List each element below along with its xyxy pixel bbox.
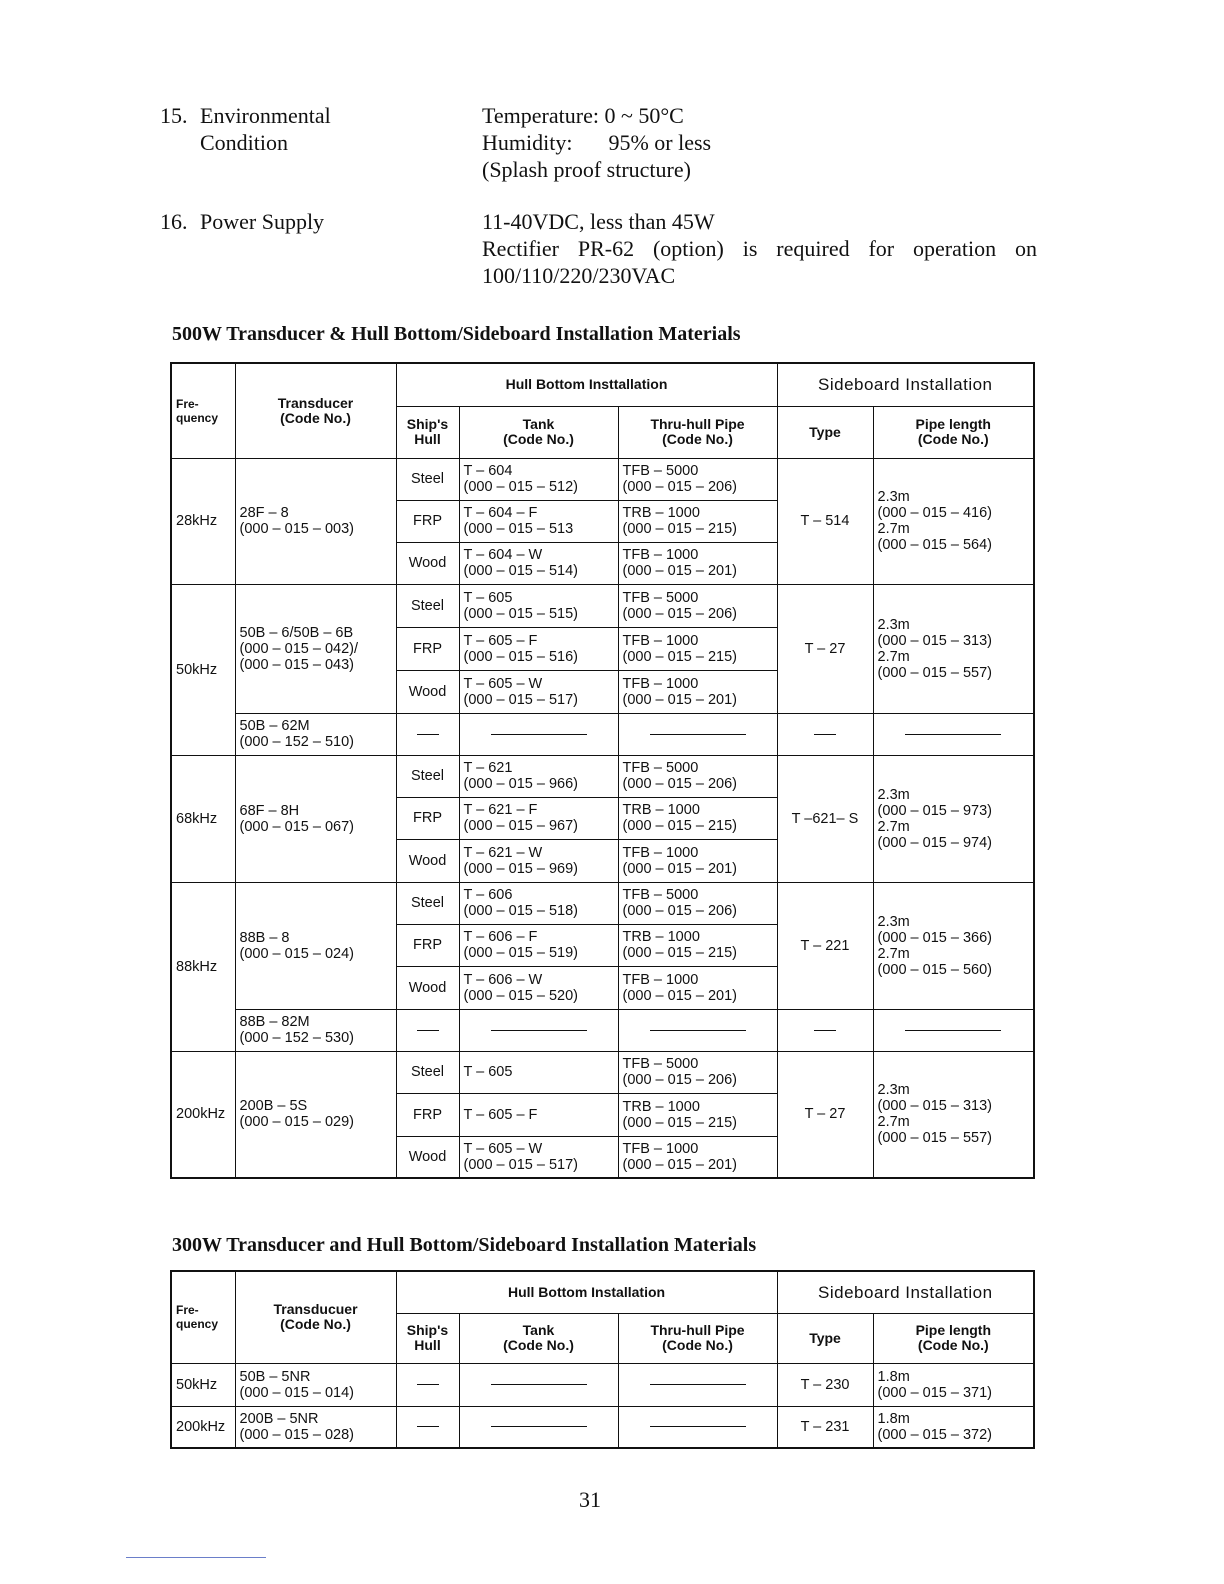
table-500w-caption: 500W Transducer & Hull Bottom/Sideboard Installation Materials — [172, 323, 741, 345]
table-row — [171, 1009, 1034, 1051]
footnote-divider — [126, 1557, 266, 1558]
header-ships-hull-line2: Hull — [414, 431, 441, 447]
transducer-code-alt: (000 – 015 – 043) — [239, 656, 354, 673]
type-cell: T – 27 — [777, 1051, 873, 1178]
tank-cell — [459, 755, 618, 797]
thru-hull-cell — [618, 966, 777, 1009]
empty-cell — [459, 1406, 618, 1448]
empty-cell — [396, 1406, 459, 1448]
header-sideboard: Sideboard Installation — [777, 363, 1034, 406]
hull-cell: Steel — [396, 584, 459, 627]
tank-cell — [459, 839, 618, 882]
header-frequency — [171, 363, 235, 458]
pipe-length-b: 2.7m — [877, 1114, 910, 1131]
thru-hull-cell — [618, 755, 777, 797]
tank-code: (000 – 015 – 520) — [463, 987, 578, 1004]
humidity-label: Humidity: — [482, 130, 573, 155]
tank-cell — [459, 924, 618, 966]
tank-model: T – 605 – F — [463, 1106, 538, 1123]
pipe-length-a-code: (000 – 015 – 973) — [877, 802, 992, 819]
transducer-code: (000 – 015 – 003) — [239, 521, 354, 537]
header-pipe-length-line1: Pipe length — [915, 1322, 992, 1338]
type-cell: T – 230 — [777, 1363, 873, 1406]
header-ships-hull — [396, 406, 459, 458]
pipe-model: TFB – 1000 — [622, 971, 699, 988]
tank-code: (000 – 015 – 969) — [463, 860, 578, 877]
freq-cell: 28kHz — [171, 458, 235, 584]
hull-cell: Steel — [396, 882, 459, 924]
pipe-length-b: 2.7m — [877, 945, 910, 962]
spec-environmental-condition — [160, 102, 1060, 182]
power-line2: Rectifier PR-62 (option) is required for operation on — [482, 236, 1037, 261]
hull-cell: Wood — [396, 542, 459, 584]
tank-code: (000 – 015 – 515) — [463, 605, 578, 622]
pipe-length-cell — [873, 882, 1034, 1009]
tank-code: (000 – 015 – 517) — [463, 691, 578, 708]
pipe-code: (000 – 015 – 206) — [622, 605, 737, 622]
tank-cell — [459, 584, 618, 627]
tank-model: T – 604 – F — [463, 505, 538, 521]
hull-cell: Wood — [396, 839, 459, 882]
pipe-length-b: 2.7m — [877, 818, 910, 835]
header-thru-hull-line2: (Code No.) — [662, 431, 733, 447]
header-thru-hull-pipe — [618, 1313, 777, 1363]
empty-cell — [618, 1009, 777, 1051]
hull-cell: Steel — [396, 1051, 459, 1093]
pipe-length-cell — [873, 458, 1034, 584]
dash-mark — [417, 1426, 439, 1427]
spec-label-line1: Environmental — [200, 103, 331, 128]
transducer-cell — [235, 713, 396, 755]
header-hull-bottom: Hull Bottom Insttallation — [396, 363, 777, 406]
hull-cell: Steel — [396, 458, 459, 500]
pipe-model: TFB – 1000 — [622, 844, 699, 861]
table-row — [171, 713, 1034, 755]
transducer-code: (000 – 015 – 024) — [239, 945, 354, 962]
dash-mark — [417, 734, 439, 735]
table-header-row — [171, 1271, 1034, 1313]
tank-code: (000 – 015 – 514) — [463, 563, 578, 579]
header-tank-line1: Tank — [522, 1322, 555, 1338]
dash-mark — [650, 1426, 746, 1427]
empty-cell — [396, 713, 459, 755]
header-pipe-length-line2: (Code No.) — [917, 431, 989, 447]
tank-cell — [459, 1136, 618, 1178]
pipe-code: (000 – 015 – 215) — [622, 818, 737, 834]
spec-label — [160, 208, 324, 235]
tank-cell — [459, 542, 618, 584]
table-row — [171, 1051, 1034, 1093]
header-tank-line2: (Code No.) — [503, 431, 574, 447]
tank-cell — [459, 1051, 618, 1093]
tank-model: T – 604 – W — [463, 547, 543, 563]
transducer-model: 68F – 8H — [239, 802, 300, 819]
thru-hull-cell — [618, 797, 777, 839]
transducer-code: (000 – 015 – 028) — [239, 1426, 354, 1443]
header-transducer-line1: Transducer — [277, 394, 354, 411]
freq-cell: 68kHz — [171, 755, 235, 882]
hull-cell: Wood — [396, 966, 459, 1009]
header-tank-line1: Tank — [522, 416, 555, 432]
freq-cell: 50kHz — [171, 1363, 235, 1406]
pipe-length-a: 2.3m — [877, 913, 910, 930]
tank-model: T – 606 — [463, 887, 513, 903]
tank-cell — [459, 1093, 618, 1136]
header-transducer — [235, 363, 396, 458]
pipe-model: TFB – 1000 — [622, 1140, 699, 1157]
pipe-length-cell — [873, 755, 1034, 882]
pipe-length-b-code: (000 – 015 – 974) — [877, 834, 992, 851]
transducer-cell — [235, 1406, 396, 1448]
freq-cell: 88kHz — [171, 882, 235, 1051]
pipe-length-cell — [873, 1363, 1034, 1406]
tank-model: T – 605 – F — [463, 632, 538, 649]
tank-code: (000 – 015 – 512) — [463, 479, 578, 495]
tank-model: T – 621 – W — [463, 844, 543, 861]
tank-code: (000 – 015 – 967) — [463, 818, 578, 834]
tank-code: (000 – 015 – 517) — [463, 1156, 578, 1173]
pipe-model: TFB – 5000 — [622, 1056, 699, 1072]
pipe-length-b-code: (000 – 015 – 557) — [877, 664, 992, 681]
transducer-code: (000 – 152 – 530) — [239, 1030, 354, 1046]
humidity-value: 95% or less — [608, 130, 712, 155]
power-line1: 11-40VDC, less than 45W — [482, 209, 715, 234]
type-cell: T – 514 — [777, 458, 873, 584]
header-freq-line2: quency — [176, 410, 219, 425]
freq-cell: 200kHz — [171, 1051, 235, 1178]
dash-mark — [491, 1426, 587, 1427]
pipe-length-cell — [873, 1051, 1034, 1178]
header-sideboard: Sideboard Installation — [777, 1271, 1034, 1313]
tank-model: T – 605 — [463, 589, 513, 606]
hull-cell: FRP — [396, 1093, 459, 1136]
header-hull-bottom: Hull Bottom Installation — [396, 1271, 777, 1313]
dash-mark — [650, 734, 746, 735]
tank-model: T – 606 – W — [463, 971, 543, 988]
power-line3: 100/110/220/230VAC — [482, 263, 676, 288]
pipe-code: (000 – 015 – 206) — [622, 1072, 737, 1088]
transducer-model: 50B – 6/50B – 6B — [239, 624, 354, 641]
table-row — [171, 1406, 1034, 1448]
table-row — [171, 755, 1034, 797]
empty-cell — [618, 1406, 777, 1448]
empty-cell — [396, 1363, 459, 1406]
tank-cell — [459, 500, 618, 542]
header-freq-line2: quency — [176, 1317, 219, 1332]
table-500w — [170, 362, 1035, 1179]
pipe-model: TFB – 5000 — [622, 760, 699, 776]
tank-cell — [459, 966, 618, 1009]
thru-hull-cell — [618, 670, 777, 713]
hull-cell: FRP — [396, 797, 459, 839]
spec-label — [160, 102, 331, 156]
header-frequency — [171, 1271, 235, 1363]
tank-code: (000 – 015 – 516) — [463, 648, 578, 665]
transducer-model: 88B – 82M — [239, 1014, 310, 1030]
transducer-code: (000 – 152 – 510) — [239, 734, 354, 750]
thru-hull-cell — [618, 924, 777, 966]
header-pipe-length — [873, 406, 1034, 458]
empty-cell — [459, 1363, 618, 1406]
tank-model: T – 604 — [463, 463, 513, 479]
table-300w-caption: 300W Transducer and Hull Bottom/Sideboard Installation Materials — [172, 1234, 757, 1256]
dash-mark — [905, 734, 1001, 735]
transducer-code: (000 – 015 – 029) — [239, 1114, 354, 1131]
type-cell: T –621– S — [777, 755, 873, 882]
type-cell: T – 27 — [777, 584, 873, 713]
dash-mark — [491, 1030, 587, 1031]
pipe-length-a: 1.8m — [877, 1410, 910, 1427]
type-cell: T – 221 — [777, 882, 873, 1009]
pipe-model: TRB – 1000 — [622, 929, 700, 945]
thru-hull-cell — [618, 1093, 777, 1136]
header-type: Type — [777, 1313, 873, 1363]
dash-mark — [417, 1030, 439, 1031]
thru-hull-cell — [618, 882, 777, 924]
empty-cell — [618, 713, 777, 755]
tank-cell — [459, 458, 618, 500]
dash-mark — [491, 1384, 587, 1385]
empty-cell — [459, 713, 618, 755]
pipe-model: TFB – 5000 — [622, 589, 699, 606]
thru-hull-cell — [618, 542, 777, 584]
header-thru-hull-pipe — [618, 406, 777, 458]
pipe-length-cell — [873, 1406, 1034, 1448]
pipe-code: (000 – 015 – 201) — [622, 691, 737, 708]
header-transducer-line2: (Code No.) — [280, 1316, 351, 1333]
header-type: Type — [777, 406, 873, 458]
pipe-code: (000 – 015 – 206) — [622, 776, 737, 792]
freq-cell: 200kHz — [171, 1406, 235, 1448]
dash-mark — [491, 734, 587, 735]
header-thru-hull-line2: (Code No.) — [662, 1337, 733, 1353]
splash-note: (Splash proof structure) — [482, 157, 691, 182]
tank-cell — [459, 797, 618, 839]
empty-cell — [873, 1009, 1034, 1051]
pipe-length-a: 2.3m — [877, 489, 910, 505]
tank-model: T – 605 — [463, 1064, 513, 1080]
spec-number: 15. — [160, 103, 188, 128]
transducer-model: 200B – 5S — [239, 1098, 308, 1115]
pipe-length-b: 2.7m — [877, 648, 910, 665]
header-tank-line2: (Code No.) — [503, 1337, 574, 1353]
header-thru-hull-line1: Thru-hull Pipe — [650, 1322, 745, 1338]
header-pipe-length-line2: (Code No.) — [917, 1337, 989, 1353]
empty-cell — [873, 713, 1034, 755]
pipe-length-a: 2.3m — [877, 1082, 910, 1099]
pipe-length-a-code: (000 – 015 – 372) — [877, 1426, 993, 1443]
pipe-length-a-code: (000 – 015 – 313) — [877, 632, 992, 649]
transducer-cell — [235, 1051, 396, 1178]
pipe-length-a-code: (000 – 015 – 366) — [877, 929, 992, 946]
pipe-model: TFB – 1000 — [622, 675, 699, 692]
empty-cell — [777, 1009, 873, 1051]
thru-hull-cell — [618, 839, 777, 882]
thru-hull-cell — [618, 500, 777, 542]
pipe-model: TFB – 5000 — [622, 887, 699, 903]
hull-cell: Wood — [396, 670, 459, 713]
tank-cell — [459, 627, 618, 670]
tank-model: T – 605 – W — [463, 675, 543, 692]
spec-label-line2: Condition — [200, 130, 289, 155]
transducer-cell — [235, 458, 396, 584]
dash-mark — [650, 1384, 746, 1385]
pipe-model: TRB – 1000 — [622, 1098, 700, 1115]
header-ships-hull-line1: Ship's — [406, 416, 449, 432]
pipe-code: (000 – 015 – 206) — [622, 479, 737, 495]
pipe-model: TRB – 1000 — [622, 802, 700, 818]
header-ships-hull — [396, 1313, 459, 1363]
transducer-cell — [235, 1009, 396, 1051]
pipe-model: TFB – 1000 — [622, 632, 699, 649]
dash-mark — [905, 1030, 1001, 1031]
transducer-cell — [235, 584, 396, 713]
table-row — [171, 882, 1034, 924]
transducer-model: 50B – 62M — [239, 718, 310, 734]
transducer-model: 28F – 8 — [239, 505, 289, 521]
pipe-length-cell — [873, 584, 1034, 713]
header-freq-line1: Fre- — [176, 396, 199, 411]
pipe-length-b: 2.7m — [877, 521, 910, 537]
transducer-code: (000 – 015 – 042)/ — [239, 640, 359, 657]
transducer-code: (000 – 015 – 014) — [239, 1384, 354, 1401]
page-number: 31 — [579, 1487, 601, 1512]
dash-mark — [417, 1384, 439, 1385]
thru-hull-cell — [618, 584, 777, 627]
table-header-row — [171, 363, 1034, 406]
tank-code: (000 – 015 – 513 — [463, 521, 574, 537]
pipe-code: (000 – 015 – 215) — [622, 521, 737, 537]
table-row — [171, 1363, 1034, 1406]
spec-number: 16. — [160, 209, 188, 234]
pipe-code: (000 – 015 – 215) — [622, 648, 737, 665]
table-row — [171, 584, 1034, 627]
header-pipe-length — [873, 1313, 1034, 1363]
spec-value — [482, 208, 1037, 289]
pipe-length-a: 2.3m — [877, 786, 910, 803]
hull-cell: FRP — [396, 500, 459, 542]
tank-code: (000 – 015 – 966) — [463, 776, 578, 792]
tank-code: (000 – 015 – 519) — [463, 945, 578, 961]
header-pipe-length-line1: Pipe length — [915, 416, 991, 432]
transducer-cell — [235, 1363, 396, 1406]
header-ships-hull-line2: Hull — [414, 1337, 441, 1353]
table-300w — [170, 1270, 1035, 1449]
pipe-length-b-code: (000 – 015 – 557) — [877, 1130, 992, 1147]
header-transducer-line2: (Code No.) — [280, 409, 351, 426]
pipe-model: TRB – 1000 — [622, 505, 700, 521]
thru-hull-cell — [618, 1051, 777, 1093]
transducer-code: (000 – 015 – 067) — [239, 818, 354, 835]
pipe-code: (000 – 015 – 201) — [622, 563, 737, 579]
pipe-length-b-code: (000 – 015 – 560) — [877, 961, 992, 978]
pipe-model: TFB – 1000 — [622, 547, 699, 563]
tank-model: T – 621 – F — [463, 802, 538, 818]
header-tank — [459, 1313, 618, 1363]
empty-cell — [777, 713, 873, 755]
freq-cell: 50kHz — [171, 584, 235, 755]
tank-cell — [459, 882, 618, 924]
empty-cell — [618, 1363, 777, 1406]
header-thru-hull-line1: Thru-hull Pipe — [650, 416, 745, 432]
header-transducer — [235, 1271, 396, 1363]
dash-mark — [814, 734, 836, 735]
transducer-cell — [235, 882, 396, 1009]
header-freq-line1: Fre- — [176, 1303, 199, 1318]
dash-mark — [814, 1030, 836, 1031]
pipe-code: (000 – 015 – 201) — [622, 987, 737, 1004]
transducer-model: 88B – 8 — [239, 929, 290, 946]
pipe-length-b-code: (000 – 015 – 564) — [877, 537, 992, 553]
thru-hull-cell — [618, 1136, 777, 1178]
hull-cell: Steel — [396, 755, 459, 797]
pipe-length-a: 1.8m — [877, 1368, 910, 1385]
empty-cell — [396, 1009, 459, 1051]
pipe-length-a-code: (000 – 015 – 313) — [877, 1098, 992, 1115]
pipe-code: (000 – 015 – 206) — [622, 903, 737, 919]
type-cell: T – 231 — [777, 1406, 873, 1448]
pipe-code: (000 – 015 – 201) — [622, 1156, 737, 1173]
pipe-code: (000 – 015 – 201) — [622, 860, 737, 877]
hull-cell: FRP — [396, 924, 459, 966]
hull-cell: Wood — [396, 1136, 459, 1178]
temperature-label: Temperature: — [482, 103, 599, 128]
header-tank — [459, 406, 618, 458]
tank-model: T – 606 – F — [463, 929, 538, 945]
spec-value — [482, 102, 711, 183]
header-ships-hull-line1: Ship's — [406, 1322, 449, 1338]
header-transducer-line1: Transducuer — [273, 1301, 358, 1318]
table-row — [171, 458, 1034, 500]
pipe-length-a-code: (000 – 015 – 371) — [877, 1384, 993, 1401]
pipe-length-a: 2.3m — [877, 616, 910, 633]
transducer-model: 50B – 5NR — [239, 1368, 311, 1385]
tank-cell — [459, 670, 618, 713]
tank-model: T – 621 — [463, 760, 513, 776]
temperature-value: 0 ~ 50°C — [604, 103, 684, 128]
pipe-code: (000 – 015 – 215) — [622, 945, 737, 961]
spec-label-text: Power Supply — [200, 209, 325, 234]
spec-power-supply — [160, 208, 1060, 292]
thru-hull-cell — [618, 458, 777, 500]
transducer-cell — [235, 755, 396, 882]
pipe-code: (000 – 015 – 215) — [622, 1114, 737, 1131]
hull-cell: FRP — [396, 627, 459, 670]
pipe-model: TFB – 5000 — [622, 463, 699, 479]
tank-code: (000 – 015 – 518) — [463, 903, 578, 919]
transducer-model: 200B – 5NR — [239, 1410, 319, 1427]
tank-model: T – 605 – W — [463, 1140, 543, 1157]
empty-cell — [459, 1009, 618, 1051]
thru-hull-cell — [618, 627, 777, 670]
dash-mark — [650, 1030, 746, 1031]
pipe-length-a-code: (000 – 015 – 416) — [877, 505, 992, 521]
